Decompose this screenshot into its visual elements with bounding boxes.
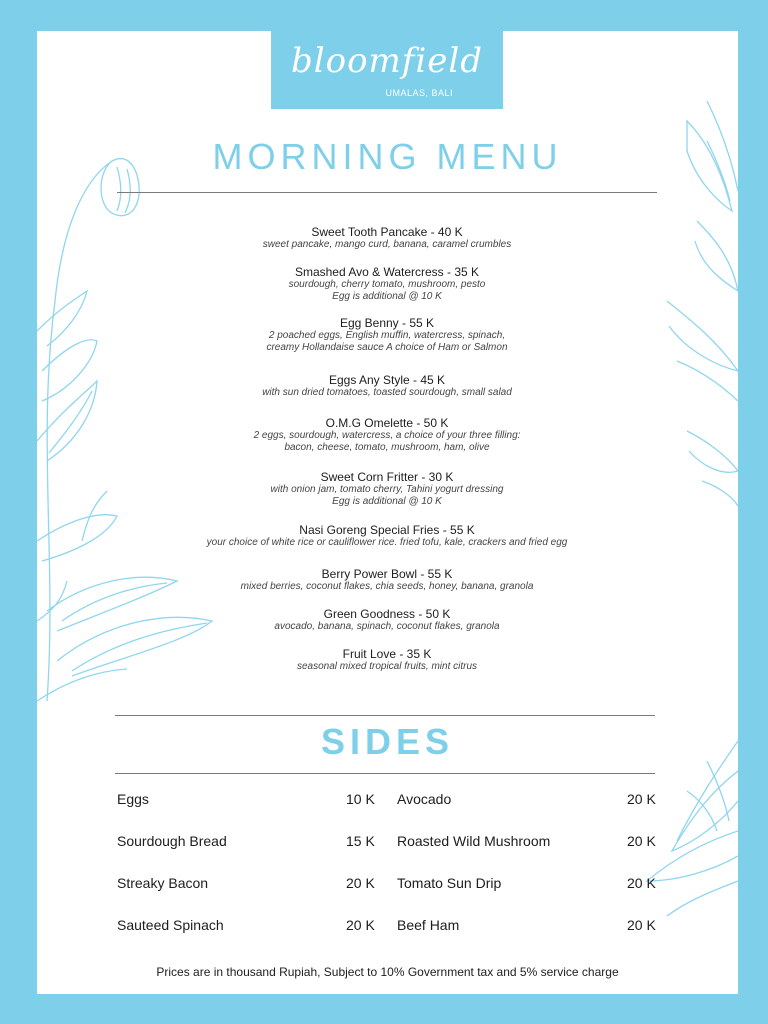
side-price: 20 K: [627, 833, 656, 849]
item-name: Berry Power Bowl - 55 K: [321, 567, 453, 581]
item-name: Nasi Goreng Special Fries - 55 K: [299, 523, 475, 537]
side-price: 20 K: [346, 917, 375, 933]
item-desc: with onion jam, tomato cherry, Tahini yogurt dressing: [270, 484, 504, 495]
item-desc: with sun dried tomatoes, toasted sourdough, small salad: [262, 387, 512, 398]
title-divider: [117, 192, 657, 193]
item-desc: sourdough, cherry tomato, mushroom, pesto: [288, 279, 486, 290]
side-price: 20 K: [627, 791, 656, 807]
side-name: Sauteed Spinach: [117, 917, 224, 933]
side-price: 15 K: [346, 833, 375, 849]
item-desc: mixed berries, coconut flakes, chia seeds, honey, banana, granola: [240, 581, 534, 592]
menu-item: [157, 647, 617, 673]
item-desc: avocado, banana, spinach, coconut flakes, granola: [274, 621, 500, 632]
brand-location: UMALAS, BALI: [385, 88, 453, 98]
side-name: Roasted Wild Mushroom: [397, 833, 551, 849]
side-price: 10 K: [346, 791, 375, 807]
side-name: Streaky Bacon: [117, 875, 209, 891]
item-name: Fruit Love - 35 K: [342, 647, 432, 661]
menu-page: [37, 31, 738, 994]
menu-item: [157, 523, 617, 549]
side-price: 20 K: [346, 875, 375, 891]
item-desc: bacon, cheese, tomato, mushroom, ham, olive: [284, 442, 490, 453]
menu-item: [157, 567, 617, 593]
menu-item: [157, 265, 617, 303]
item-desc: your choice of white rice or cauliflower rice. fried tofu, kale, crackers and fried egg: [206, 537, 568, 548]
side-name: Sourdough Bread: [117, 833, 227, 849]
menu-item: [157, 373, 617, 399]
side-price: 20 K: [627, 875, 656, 891]
menu-item: [157, 316, 617, 354]
side-name: Avocado: [397, 791, 452, 807]
side-name: Eggs: [117, 791, 149, 807]
item-desc: seasonal mixed tropical fruits, mint citrus: [296, 661, 478, 672]
item-desc: Egg is additional @ 10 K: [332, 291, 442, 302]
item-desc: Egg is additional @ 10 K: [332, 496, 442, 507]
menu-item: [157, 225, 617, 251]
item-name: Sweet Tooth Pancake - 40 K: [311, 225, 463, 239]
item-desc: 2 poached eggs, English muffin, watercress, spinach,: [268, 330, 506, 341]
item-desc: sweet pancake, mango curd, banana, caramel crumbles: [262, 239, 512, 250]
brand-logo: [271, 31, 503, 109]
item-name: O.M.G Omelette - 50 K: [325, 416, 449, 430]
item-name: Smashed Avo & Watercress - 35 K: [294, 265, 480, 279]
item-desc: 2 eggs, sourdough, watercress, a choice of your three filling:: [253, 430, 521, 441]
side-name: Tomato Sun Drip: [397, 875, 502, 891]
brand-name: bloomfield: [290, 41, 484, 81]
menu-item: [157, 470, 617, 508]
menu-title: MORNING MENU: [212, 136, 563, 177]
sides-title: SIDES: [320, 721, 455, 762]
sides-divider-top: [115, 715, 655, 716]
item-desc: creamy Hollandaise sauce A choice of Ham or Salmon: [266, 342, 508, 353]
item-name: Eggs Any Style - 45 K: [328, 373, 446, 387]
item-name: Sweet Corn Fritter - 30 K: [320, 470, 454, 484]
item-name: Egg Benny - 55 K: [339, 316, 435, 330]
side-name: Beef Ham: [397, 917, 460, 933]
item-name: Green Goodness - 50 K: [323, 607, 451, 621]
sides-divider-bottom: [115, 773, 655, 774]
pricing-note: Prices are in thousand Rupiah, Subject to 10% Government tax and 5% service charge: [156, 965, 619, 979]
menu-item: [157, 607, 617, 633]
side-price: 20 K: [627, 917, 656, 933]
menu-item: [157, 416, 617, 454]
